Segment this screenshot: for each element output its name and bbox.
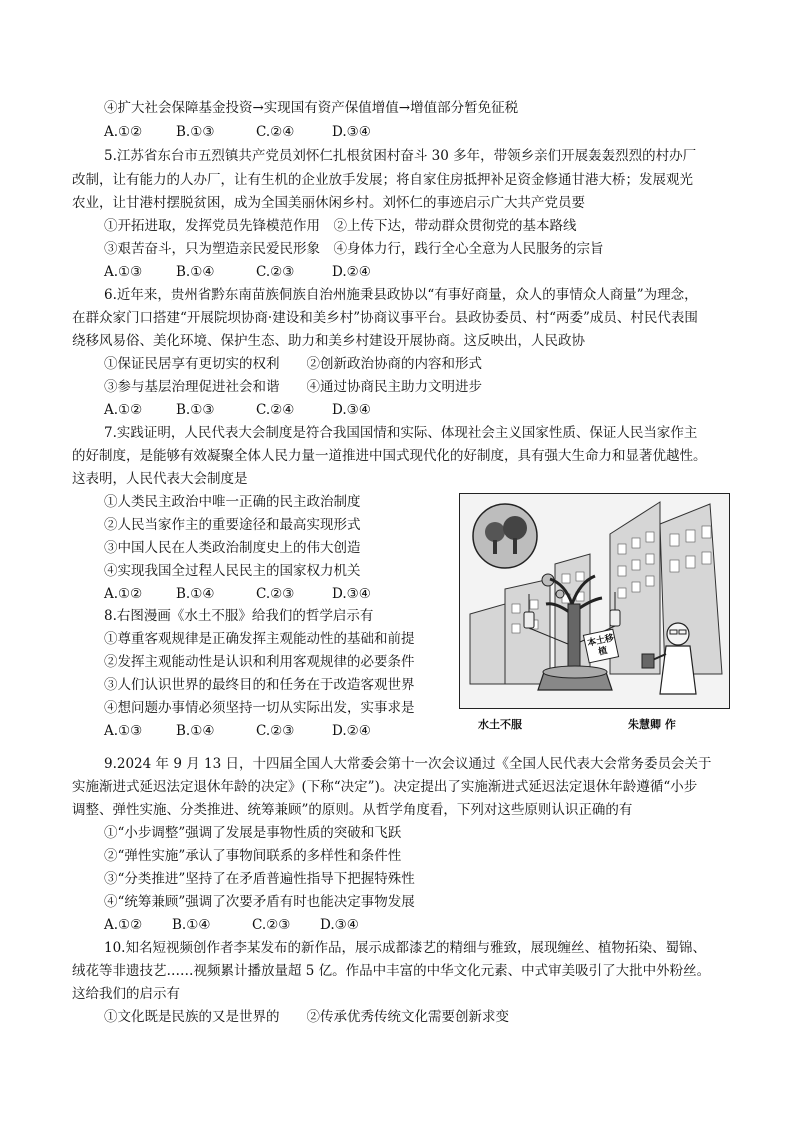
q10-stem-line-3: 这给我们的启示有 [72,986,180,1002]
q7-answers [104,584,371,604]
answer-b[interactable]: B.①③ [176,402,215,418]
cartoon-author: 朱慧卿 作 [628,718,676,731]
answer-d[interactable]: D.②④ [332,264,371,280]
answer-b[interactable]: B.①④ [176,723,215,739]
answer-a[interactable]: A.①② [104,586,143,602]
answer-a[interactable]: A.①② [104,402,143,418]
q9-option-2: ②“弹性实施”承认了事物间联系的多样性和条件性 [104,848,402,864]
q5-stem-line-3: 农业，让甘港村摆脱贫困，成为全国美丽休闲乡村。刘怀仁的事迹启示广大共产党员要 [72,195,585,211]
answer-d[interactable]: D.③④ [320,917,359,933]
q9-answers [104,915,359,935]
answer-c[interactable]: C.②③ [256,723,295,739]
q9-stem-line-3: 调整、弹性实施、分类推进、统筹兼顾”的原则。从哲学角度看，下列对这些原则认识正确的有 [72,802,633,818]
q10-stem-line-2: 绒花等非遗技艺……视频累计播放量超 5 亿。作品中丰富的中华文化元素、中式审美吸引了大批中外粉丝。 [72,963,711,979]
cartoon-illustration [459,493,730,709]
answer-c[interactable]: C.②③ [256,264,295,280]
q10-options-line-1: ①文化既是民族的又是世界的 ②传承优秀传统文化需要创新求变 [104,1009,509,1025]
q5-options-line-1: ①开拓进取，发挥党员先锋模范作用 ②上传下达，带动群众贯彻党的基本路线 [104,218,577,234]
q9-stem-line-2: 实施渐进式延迟法定退休年龄的决定》(下称“决定”)。决定提出了实施渐进式延迟法定退休年龄遵循“小步 [72,779,698,795]
q7-option-3: ③中国人民在人类政治制度史上的伟大创造 [104,540,361,556]
q7-option-4: ④实现我国全过程人民民主的国家权力机关 [104,563,361,579]
cartoon-sign: 本土移植 [586,633,615,658]
q8-option-1: ①尊重客观规律是正确发挥主观能动性的基础和前提 [104,631,415,647]
answer-b[interactable]: B.①④ [176,586,215,602]
q9-option-4: ④“统筹兼顾”强调了次要矛盾有时也能决定事物发展 [104,894,415,910]
answer-a[interactable]: A.①③ [104,723,143,739]
q8-answers [104,721,371,741]
q6-stem-line-3: 绕移风易俗、美化环境、保护生态、助力和美乡村建设开展协商。这反映出，人民政协 [72,333,585,349]
q6-options-line-2: ③参与基层治理促进社会和谐 ④通过协商民主助力文明进步 [104,379,482,395]
q5-stem-line-2: 改制，让有能力的人办厂，让有生机的企业放手发展；将自家住房抵押补足资金修通甘港大桥；发展观光 [72,172,693,188]
cartoon-title: 水土不服 [478,718,522,731]
q9-option-1: ①“小步调整”强调了发展是事物性质的突破和飞跃 [104,825,402,841]
answer-c[interactable]: C.②③ [256,586,295,602]
answer-d[interactable]: D.③④ [332,124,371,140]
answer-a[interactable]: A.①② [104,124,143,140]
q8-option-4: ④想问题办事情必须坚持一切从实际出发，实事求是 [104,700,415,716]
answer-b[interactable]: B.①④ [172,917,211,933]
cartoon-drawing [460,494,728,707]
q4-answers [104,122,371,142]
q7-stem-line-3: 这表明，人民代表大会制度是 [72,471,248,487]
q5-answers [104,262,371,282]
answer-b[interactable]: B.①④ [176,264,215,280]
q8-option-3: ③人们认识世界的最终目的和任务在于改造客观世界 [104,677,415,693]
answer-c[interactable]: C.②③ [252,917,291,933]
q5-stem-line-1: 5.江苏省东台市五烈镇共产党员刘怀仁扎根贫困村奋斗 30 多年，带领乡亲们开展轰轰烈烈的村办厂 [104,148,697,164]
q6-stem-line-1: 6.近年来，贵州省黔东南苗族侗族自治州施秉县政协以“有事好商量，众人的事情众人商量”为理念， [104,287,698,303]
q6-options-line-1: ①保证民居享有更切实的权利 ②创新政治协商的内容和形式 [104,356,482,372]
q8-option-2: ②发挥主观能动性是认识和利用客观规律的必要条件 [104,654,415,670]
q5-options-line-2: ③艰苦奋斗，只为塑造亲民爱民形象 ④身体力行，践行全心全意为人民服务的宗旨 [104,241,604,257]
q4-option-4: ④扩大社会保障基金投资→实现国有资产保值增值→增值部分暂免征税 [104,100,519,116]
answer-c[interactable]: C.②④ [256,124,295,140]
answer-b[interactable]: B.①③ [176,124,215,140]
q6-answers [104,400,371,420]
q7-option-1: ①人类民主政治中唯一正确的民主政治制度 [104,494,361,510]
answer-d[interactable]: D.③④ [332,586,371,602]
q9-stem-line-1: 9.2024 年 9 月 13 日，十四届全国人大常委会第十一次会议通过《全国人民代表大会常务委员会关于 [104,756,712,772]
q10-stem-line-1: 10.知名短视频创作者李某发布的新作品，展示成都漆艺的精细与雅致，展现缠丝、植物拓染、蜀锦、 [104,940,706,956]
answer-d[interactable]: D.②④ [332,723,371,739]
q8-stem: 8.右图漫画《水土不服》给我们的哲学启示有 [104,608,374,624]
q7-option-2: ②人民当家作主的重要途径和最高实现形式 [104,517,361,533]
q7-stem-line-1: 7.实践证明，人民代表大会制度是符合我国国情和实际、体现社会主义国家性质、保证人民当家作主 [104,425,698,441]
answer-d[interactable]: D.③④ [332,402,371,418]
answer-c[interactable]: C.②④ [256,402,295,418]
answer-a[interactable]: A.①② [104,917,143,933]
answer-a[interactable]: A.①③ [104,264,143,280]
q9-option-3: ③“分类推进”坚持了在矛盾普遍性指导下把握特殊性 [104,871,415,887]
q7-stem-line-2: 的好制度，是能够有效凝聚全体人民力量一道推进中国式现代化的好制度，具有强大生命力和显著优越性。 [72,448,707,464]
q6-stem-line-2: 在群众家门口搭建“开展院坝协商·建设和美乡村”协商议事平台。县政协委员、村“两委”成员、村民代表围 [72,310,698,326]
